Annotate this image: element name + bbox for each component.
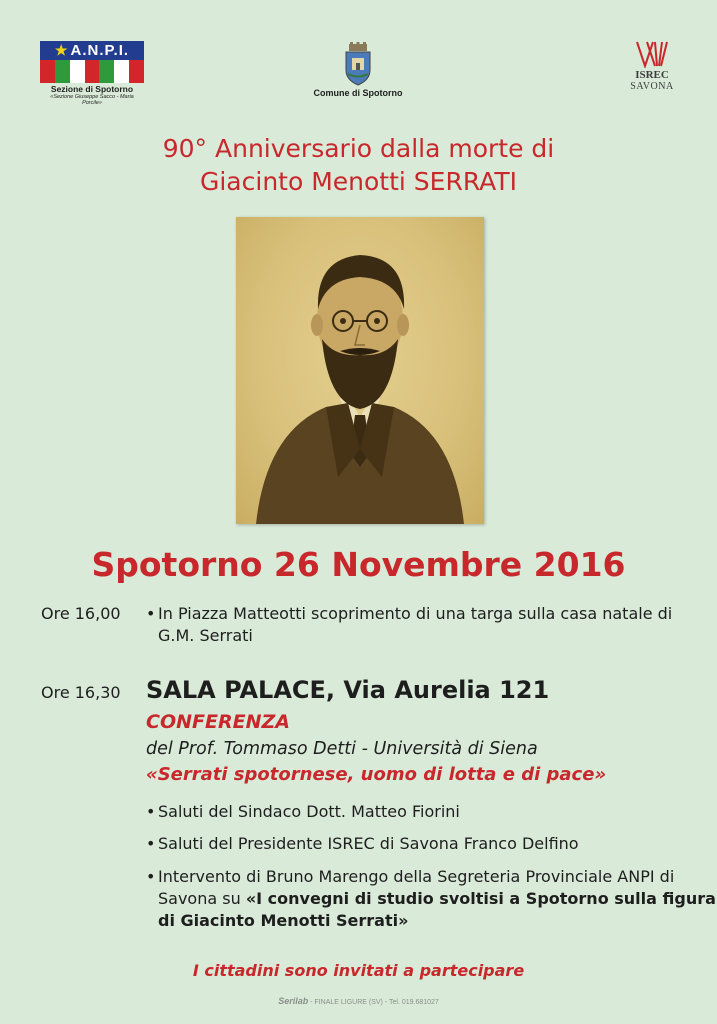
list-item-text: Saluti del Sindaco Dott. Matteo Fiorini [158, 802, 460, 821]
poster-title [0, 132, 717, 198]
venue: SALA PALACE, Via Aurelia 121 [146, 676, 550, 704]
comune-name: Comune di Spotorno [313, 88, 403, 98]
portrait-illustration [236, 217, 484, 524]
invitation: I cittadini sono invitati a partecipare [192, 961, 525, 980]
bullet-icon: • [146, 604, 156, 623]
list-item-text: Saluti del Presidente ISREC di Savona Franco Delfino [158, 834, 579, 853]
time-slot-2: Ore 16,30 [41, 683, 121, 702]
intervention-topic: «I convegni di studio svoltisi a Spotorno sulla figura di Giacinto Menotti Serrati» [158, 889, 716, 930]
isrec-name: ISREC [635, 69, 669, 81]
anpi-section: Sezione di Spotorno [50, 84, 134, 94]
intervention-text: Intervento di Bruno Marengo della Segreteria Provinciale ANPI di Savona su [158, 867, 675, 908]
anpi-subsection: «Sezione Giuseppe Sacco - Maria Porcile» [50, 94, 134, 106]
list-item [146, 603, 678, 647]
list-item [146, 866, 717, 932]
bullet-icon: • [146, 802, 156, 821]
time-slot-1: Ore 16,00 [41, 604, 121, 623]
italian-flag-icon [40, 60, 144, 83]
isrec-emblem-icon [635, 40, 669, 68]
anpi-logo-band [40, 41, 144, 60]
title-line-2: Giacinto Menotti SERRATI [199, 167, 517, 196]
printer-brand: Serilab [278, 996, 309, 1006]
anpi-logo [40, 41, 144, 106]
printer-details: - FINALE LIGURE (SV) - Tel. 019.681027 [308, 999, 439, 1006]
speaker: del Prof. Tommaso Detti - Università di Siena [146, 739, 538, 759]
bullet-icon: • [146, 834, 156, 853]
list-item [146, 833, 698, 855]
bullet-icon: • [146, 867, 156, 886]
coat-of-arms-icon [341, 42, 375, 86]
title-line-1: 90° Anniversario dalla morte di [162, 134, 555, 163]
list-item-text: In Piazza Matteotti scoprimento di una targa sulla casa natale di G.M. Serrati [158, 604, 673, 645]
star-icon: ★ [54, 42, 69, 58]
conference-label: CONFERENZA [146, 711, 290, 733]
list-item [146, 801, 698, 823]
event-date: Spotorno 26 Novembre 2016 [91, 545, 626, 584]
isrec-logo [620, 40, 684, 92]
comune-logo [310, 42, 406, 98]
anpi-name: A.N.P.I. [70, 42, 130, 59]
portrait-image [236, 217, 484, 524]
isrec-city: SAVONA [630, 81, 674, 92]
printer-credit [0, 996, 717, 1006]
talk-title: «Serrati spotornese, uomo di lotta e di pace» [146, 764, 607, 785]
